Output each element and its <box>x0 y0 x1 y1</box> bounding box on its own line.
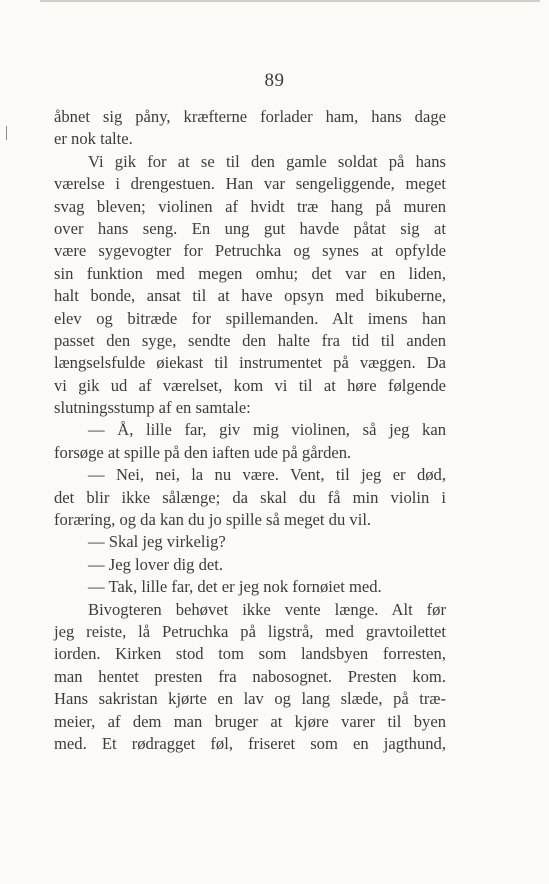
margin-mark <box>6 126 7 140</box>
text-line: med. Et rødragget føl, friseret som en jagthund, <box>54 733 446 753</box>
text-line: Bivogteren behøvet ikke vente længe. Alt før <box>88 599 446 619</box>
text-line: er nok talte. <box>54 129 133 149</box>
text-line: — Nei, nei, la nu være. Vent, til jeg er død, <box>88 465 446 485</box>
body-text <box>54 106 446 755</box>
text-line: svag bleven; violinen af hvidt træ hang på muren <box>54 196 446 216</box>
text-line: — Jeg lover dig det. <box>88 554 224 574</box>
text-line: passet den syge, sendte den halte fra tid til anden <box>54 330 446 350</box>
text-line: jeg reiste, lå Petruchka på ligstrå, med gravtoilettet <box>54 621 446 641</box>
text-line: længselsfulde øiekast til instrumentet på væggen. Da <box>54 353 446 373</box>
page-number: 89 <box>264 70 285 91</box>
text-line: Vi gik for at se til den gamle soldat på hans <box>88 151 446 171</box>
text-line: meier, af dem man bruger at kjøre varer til byen <box>54 711 446 731</box>
text-line: slutningsstump af en samtale: <box>54 398 251 418</box>
text-line: — Skal jeg virkelig? <box>88 532 226 552</box>
text-line: over hans seng. En ung gut havde påtat sig at <box>54 218 446 238</box>
text-line: forsøge at spille på den iaften ude på gården. <box>54 442 352 462</box>
text-line: foræring, og da kan du jo spille så meget du vil. <box>54 510 372 530</box>
text-line: værelse i drengestuen. Han var sengeliggende, meget <box>54 174 446 194</box>
text-line: sin funktion med megen omhu; det var en liden, <box>54 263 446 283</box>
text-line: halt bonde, ansat til at have opsyn med bikuberne, <box>54 286 446 306</box>
text-line: det blir ikke sålænge; da skal du få min violin i <box>54 487 446 507</box>
text-line: man hentet presten fra nabosognet. Presten kom. <box>54 666 446 686</box>
text-line: — Å, lille far, giv mig violinen, så jeg kan <box>88 420 446 440</box>
text-line: iorden. Kirken stod tom som landsbyen forresten, <box>54 644 446 664</box>
text-line: elev og bitræde for spillemanden. Alt imens han <box>54 308 446 328</box>
text-line: Hans sakristan kjørte en lav og lang slæde, på træ- <box>54 689 446 709</box>
text-line: være sygevogter for Petruchka og synes at opfylde <box>54 241 446 261</box>
text-line: vi gik ud af værelset, kom vi til at høre følgende <box>54 375 446 395</box>
text-line: — Tak, lille far, det er jeg nok fornøiet med. <box>88 577 382 597</box>
text-line: åbnet sig påny, kræfterne forlader ham, hans dage <box>54 107 446 126</box>
top-edge-rule <box>40 0 540 2</box>
